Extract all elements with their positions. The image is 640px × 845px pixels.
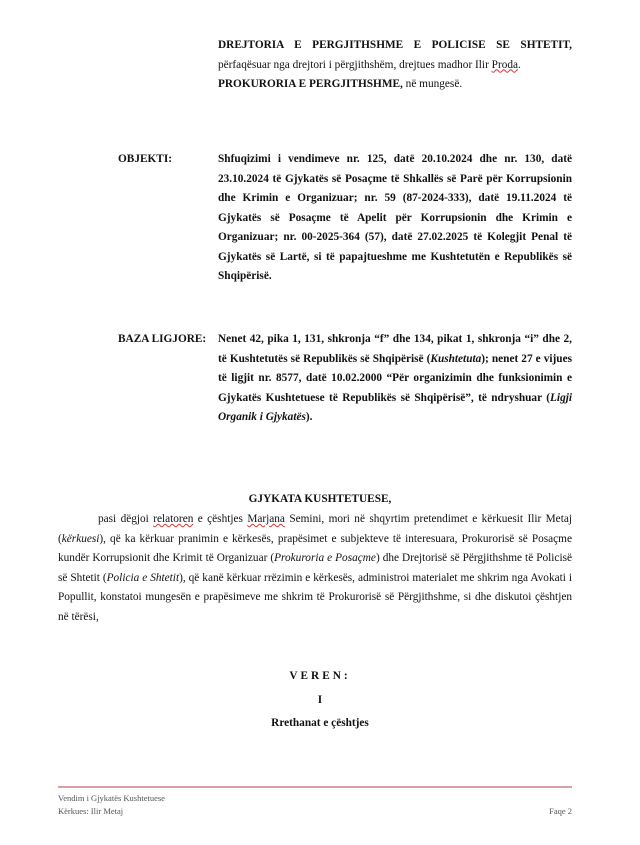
court-recital: pasi dëgjoi relatoren e çështjes Marjana Semini, mori në shqyrtim pretendimet e kërkuesit Ilir Metaj (kërkuesi), që ka kërkuar pranimin e kërkesës, prapësimet e subjekteve të interesuara, Prokurorisë së Posaçme kundër Korrupsionit dhe Krimit të Organizuar (Prokuroria e Posaçme) dhe Drejtorisë së Përgjithshme të Policisë së Shtetit (Policia e Shtetit), që kanë kërkuar rrëzimin e kërkesës, administroi materialet me shkrim nga Avokati i Popullit, konstatoi mungesën e prapësimeve me shkrim të Prokurorisë së Përgjithshme, si dhe diskutoi çështjen në tërësi, <box>58 513 573 623</box>
spelling-flag: Marjana <box>247 513 285 525</box>
footer-applicant: Kërkues: Ilir Metaj <box>58 806 124 816</box>
party-prosecution: PROKURORIA E PERGJITHSHME, në mungesë. <box>218 78 463 90</box>
parties-block <box>218 36 572 95</box>
page-number: Faqe 2 <box>549 806 572 816</box>
objekti-text: Shfuqizimi i vendimeve nr. 125, datë 20.10.2024 dhe nr. 130, datë 23.10.2024 të Gjykatës së Posaçme të Shkallës së Parë për Korrupsionin dhe Krimin e Organizuar; nr. 59 (87-2024-333), datë 19.11.2024 të Gjykatës së Posaçme të Apelit për Korrupsionin dhe Krimin e Organizuar; nr. 00-2025-364 (57), datë 27.02.2025 të Kolegjit Penal të Gjykatës së Lartë, si të papajtueshme me Kushtetutën e Republikës së Shqipërisë. <box>218 153 572 282</box>
objekti-section <box>118 150 572 287</box>
section-numeral: I <box>317 694 323 706</box>
spelling-flag: relatoren <box>153 513 194 525</box>
baza-ligjore-text: Nenet 42, pika 1, 131, shkronja “f” dhe 134, pikat 1, shkronja “i” dhe 2, të Kushtetutës së Republikës së Shqipërisë (Kushtetuta); nenet 27 e vijues të ligjit nr. 8577, datë 10.02.2000 “Për organizimin dhe funksionimin e Gjykatës Kushtetuese të Republikës së Shqipërisë”, të ndryshuar (Ligji Organik i Gjykatës). <box>218 333 573 423</box>
court-title: GJYKATA KUSHTETUESE, <box>248 493 392 505</box>
objekti-label: OBJEKTI: <box>118 153 172 165</box>
footer-rule <box>58 786 572 788</box>
section-heading: Rrethanat e çështjes <box>271 717 369 729</box>
party-police-name: DREJTORIA E PERGJITHSHME E POLICISE SE SHTETIT, <box>218 39 572 51</box>
spelling-flag: Proda <box>491 58 519 71</box>
baza-ligjore-section <box>118 330 572 428</box>
page-footer <box>58 792 572 818</box>
party-police: DREJTORIA E PERGJITHSHME E POLICISE SE SHTETIT, përfaqësuar nga drejtori i përgjithshëm, drejtues madhor Ilir Proda. <box>218 39 572 71</box>
footer-title: Vendim i Gjykatës Kushtetuese <box>58 793 165 803</box>
veren-heading: VEREN: <box>289 670 351 682</box>
party-prosecution-name: PROKURORIA E PERGJITHSHME, <box>218 78 403 90</box>
baza-ligjore-label: BAZA LIGJORE: <box>118 333 207 345</box>
